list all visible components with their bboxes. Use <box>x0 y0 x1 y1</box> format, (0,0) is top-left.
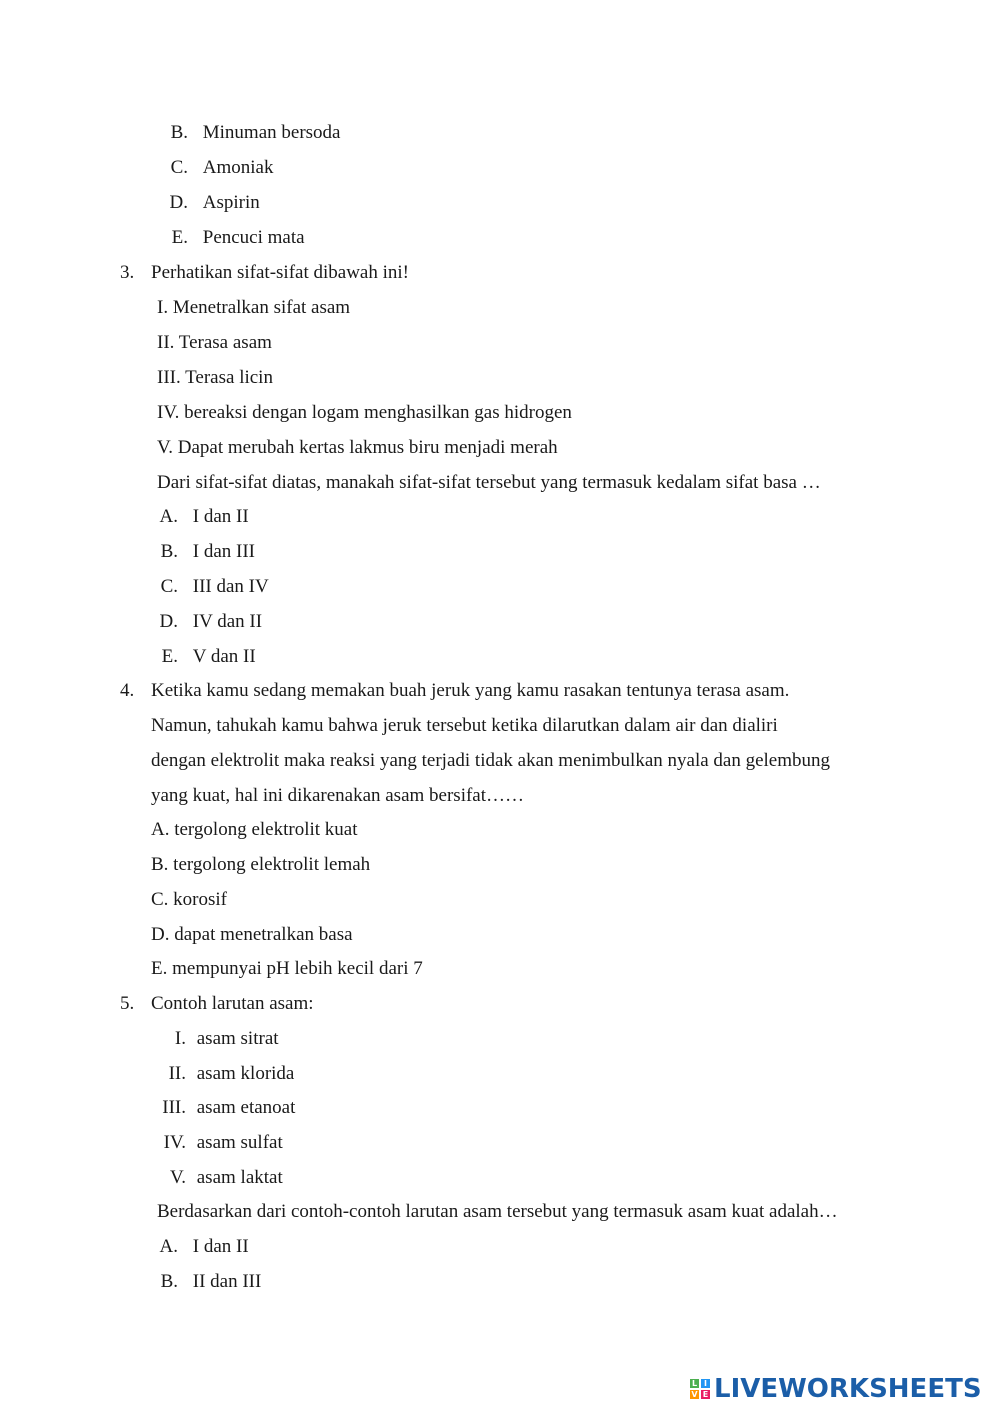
q3-option-b[interactable] <box>158 541 255 563</box>
question-text-line-2: Namun, tahukah kamu bahwa jeruk tersebut ketika dilarutkan dalam air dan dialiri <box>151 715 778 736</box>
option-label: A. <box>159 506 178 527</box>
option-label: C. <box>160 576 178 597</box>
question-text: Perhatikan sifat-sifat dibawah ini! <box>151 262 410 283</box>
item-label: V. <box>169 1167 186 1188</box>
q5-option-a[interactable] <box>158 1236 249 1258</box>
q2-option-d[interactable] <box>168 192 260 214</box>
option-label: B. <box>160 541 178 562</box>
question-prompt: Berdasarkan dari contoh-contoh larutan asam tersebut yang termasuk asam kuat adalah… <box>157 1201 838 1222</box>
logo-grid-icon <box>690 1379 710 1399</box>
question-text-line-3: dengan elektrolit maka reaksi yang terjadi tidak akan menimbulkan nyala dan gelembung <box>151 750 831 771</box>
option-label: D. <box>159 611 178 632</box>
acid-item-3 <box>150 1097 295 1119</box>
option-label: A. <box>159 1236 178 1257</box>
option-label: C. <box>170 157 188 178</box>
option-text: I dan II <box>192 1236 249 1257</box>
item-text: asam etanoat <box>196 1097 296 1118</box>
option-text: IV dan II <box>192 611 263 632</box>
q4-option-e[interactable]: E. mempunyai pH lebih kecil dari 7 <box>151 958 423 979</box>
q4-option-b[interactable]: B. tergolong elektrolit lemah <box>151 854 371 875</box>
item-text: asam laktat <box>196 1167 283 1188</box>
question-text-line-4: yang kuat, hal ini dikarenakan asam bersifat…… <box>151 785 525 806</box>
q2-option-e[interactable] <box>168 227 305 249</box>
option-text: I dan III <box>192 541 255 562</box>
item-text: asam klorida <box>196 1063 295 1084</box>
logo-letter: I <box>701 1379 710 1388</box>
question-number: 4. <box>120 680 135 701</box>
q2-option-b[interactable] <box>168 122 340 144</box>
q4-option-a[interactable]: A. tergolong elektrolit kuat <box>151 819 358 840</box>
statement-3: III. Terasa licin <box>157 367 273 388</box>
q3-option-d[interactable] <box>158 611 262 633</box>
acid-item-1 <box>150 1028 279 1050</box>
q3-option-a[interactable] <box>158 506 249 528</box>
q3-option-c[interactable] <box>158 576 269 598</box>
q2-option-c[interactable] <box>168 157 273 179</box>
option-text: III dan IV <box>192 576 269 597</box>
option-text: II dan III <box>192 1271 262 1292</box>
option-text: I dan II <box>192 506 249 527</box>
acid-item-4 <box>150 1132 283 1154</box>
statement-1: I. Menetralkan sifat asam <box>157 297 351 318</box>
brand-name: LIVEWORKSHEETS <box>714 1374 982 1404</box>
q4-option-c[interactable]: C. korosif <box>151 889 227 910</box>
question-text-line-1: Ketika kamu sedang memakan buah jeruk yang kamu rasakan tentunya terasa asam. <box>151 680 790 701</box>
question-text: Contoh larutan asam: <box>151 993 314 1014</box>
option-text: Pencuci mata <box>202 227 305 248</box>
item-text: asam sitrat <box>196 1028 279 1049</box>
question-4 <box>120 680 790 702</box>
liveworksheets-logo <box>690 1374 990 1404</box>
item-label: IV. <box>163 1132 186 1153</box>
item-label: III. <box>162 1097 186 1118</box>
option-label: E. <box>171 227 188 248</box>
item-label: II. <box>168 1063 186 1084</box>
question-prompt: Dari sifat-sifat diatas, manakah sifat-sifat tersebut yang termasuk kedalam sifat basa … <box>157 472 821 493</box>
question-number: 3. <box>120 262 135 283</box>
item-text: asam sulfat <box>196 1132 283 1153</box>
option-text: Minuman bersoda <box>202 122 341 143</box>
question-number: 5. <box>120 993 135 1014</box>
logo-letter: L <box>691 1379 698 1388</box>
acid-item-5 <box>150 1167 283 1189</box>
item-label: I. <box>174 1028 186 1049</box>
option-text: V dan II <box>192 646 256 667</box>
statement-5: V. Dapat merubah kertas lakmus biru menjadi merah <box>157 437 558 458</box>
option-label: D. <box>169 192 188 213</box>
logo-letter: V <box>691 1390 698 1399</box>
statement-2: II. Terasa asam <box>157 332 272 353</box>
option-label: E. <box>161 646 178 667</box>
acid-item-2 <box>150 1063 294 1085</box>
question-5 <box>120 993 314 1015</box>
logo-letter: E <box>702 1390 709 1399</box>
option-label: B. <box>170 122 188 143</box>
question-3 <box>120 262 410 284</box>
q3-option-e[interactable] <box>158 646 256 668</box>
q5-option-b[interactable] <box>158 1271 261 1293</box>
option-text: Amoniak <box>202 157 274 178</box>
option-label: B. <box>160 1271 178 1292</box>
q4-option-d[interactable]: D. dapat menetralkan basa <box>151 924 353 945</box>
statement-4: IV. bereaksi dengan logam menghasilkan gas hidrogen <box>157 402 572 423</box>
option-text: Aspirin <box>202 192 260 213</box>
